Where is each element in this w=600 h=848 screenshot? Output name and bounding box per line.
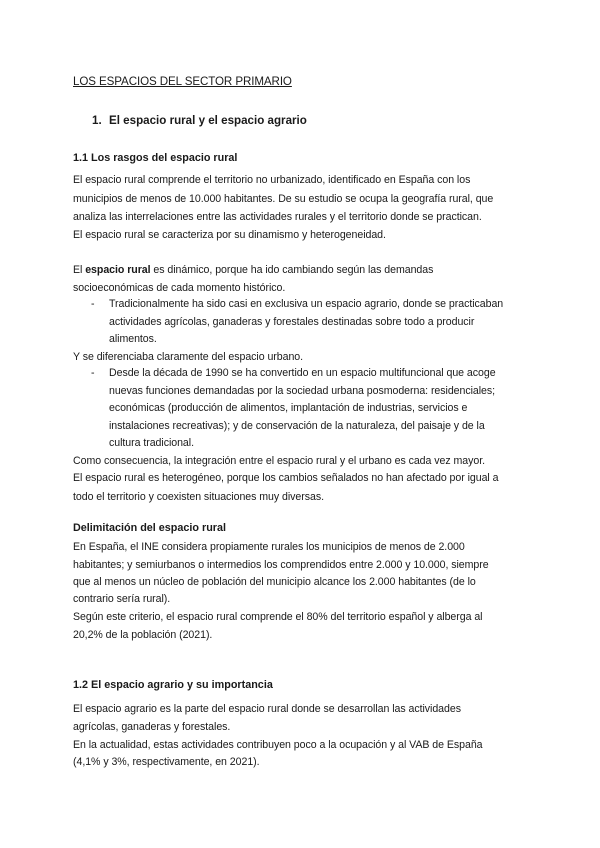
bullet-marker: -: [91, 298, 95, 310]
paragraph-line: El espacio rural es heterogéneo, porque los cambios señalados no han afectado por igual a: [73, 472, 499, 484]
text-run: es dinámico, porque ha ido cambiando según las demandas: [150, 264, 434, 276]
paragraph-line: Según este criterio, el espacio rural comprende el 80% del territorio español y alberga al: [73, 611, 483, 623]
paragraph-line: municipios de menos de 10.000 habitantes. De su estudio se ocupa la geografía rural, que: [73, 193, 494, 205]
bullet-marker: -: [91, 367, 95, 379]
bullet-line: Desde la década de 1990 se ha convertido en un espacio multifuncional que acoge: [109, 367, 496, 379]
paragraph-line: En la actualidad, estas actividades contribuyen poco a la ocupación y al VAB de España: [73, 739, 483, 751]
bold-term: espacio rural: [85, 264, 151, 276]
bullet-line: cultura tradicional.: [109, 437, 194, 449]
paragraph-line: El espacio rural comprende el territorio no urbanizado, identificado en España con los: [73, 174, 471, 186]
section-1-number: 1.: [92, 114, 102, 127]
bullet-line: actividades agrícolas, ganaderas y forestales destinadas sobre todo a producir: [109, 316, 475, 328]
bullet-line: alimentos.: [109, 333, 157, 345]
section-1-label: El espacio rural y el espacio agrario: [109, 114, 307, 127]
paragraph-line: agrícolas, ganaderas y forestales.: [73, 721, 231, 733]
section-1-heading: [92, 114, 307, 127]
paragraph-line: Como consecuencia, la integración entre el espacio rural y el urbano es cada vez mayor.: [73, 455, 485, 467]
paragraph-line: que al menos un núcleo de población del municipio alcance los 2.000 habitantes (de lo: [73, 576, 476, 588]
delimitation-heading: Delimitación del espacio rural: [73, 522, 227, 534]
paragraph-line: En España, el INE considera propiamente rurales los municipios de menos de 2.000: [73, 541, 465, 553]
paragraph-line: contrario sería rural).: [73, 593, 171, 605]
paragraph-line: [73, 263, 433, 277]
document-title: LOS ESPACIOS DEL SECTOR PRIMARIO: [73, 75, 292, 88]
paragraph-line: El espacio rural se caracteriza por su dinamismo y heterogeneidad.: [73, 229, 386, 241]
bullet-line: nuevas funciones demandadas por la sociedad urbana posmoderna: residenciales;: [109, 385, 496, 397]
paragraph-line: El espacio agrario es la parte del espacio rural donde se desarrollan las actividades: [73, 703, 461, 715]
bullet-line: Tradicionalmente ha sido casi en exclusiva un espacio agrario, donde se practicaban: [109, 298, 504, 310]
paragraph-line: todo el territorio y coexisten situaciones muy diversas.: [73, 491, 324, 503]
paragraph-line: socioeconómicas de cada momento histórico.: [73, 282, 286, 294]
paragraph-line: analiza las interrelaciones entre las actividades rurales y el territorio donde se practican.: [73, 211, 482, 223]
bullet-line: económicas (producción de alimentos, implantación de industrias, servicios e: [109, 402, 468, 414]
subsection-1-1-heading: 1.1 Los rasgos del espacio rural: [73, 152, 238, 164]
paragraph-line: habitantes; y semiurbanos o intermedios los comprendidos entre 2.000 y 10.000, siempre: [73, 559, 489, 571]
paragraph-line: (4,1% y 3%, respectivamente, en 2021).: [73, 756, 260, 768]
paragraph-line: Y se diferenciaba claramente del espacio urbano.: [73, 351, 304, 363]
subsection-1-2-heading: 1.2 El espacio agrario y su importancia: [73, 679, 273, 691]
bullet-line: instalaciones recreativas); y de conservación de la naturaleza, del paisaje y de la: [109, 420, 485, 432]
paragraph-line: 20,2% de la población (2021).: [73, 629, 213, 641]
text-run: El: [73, 264, 86, 276]
